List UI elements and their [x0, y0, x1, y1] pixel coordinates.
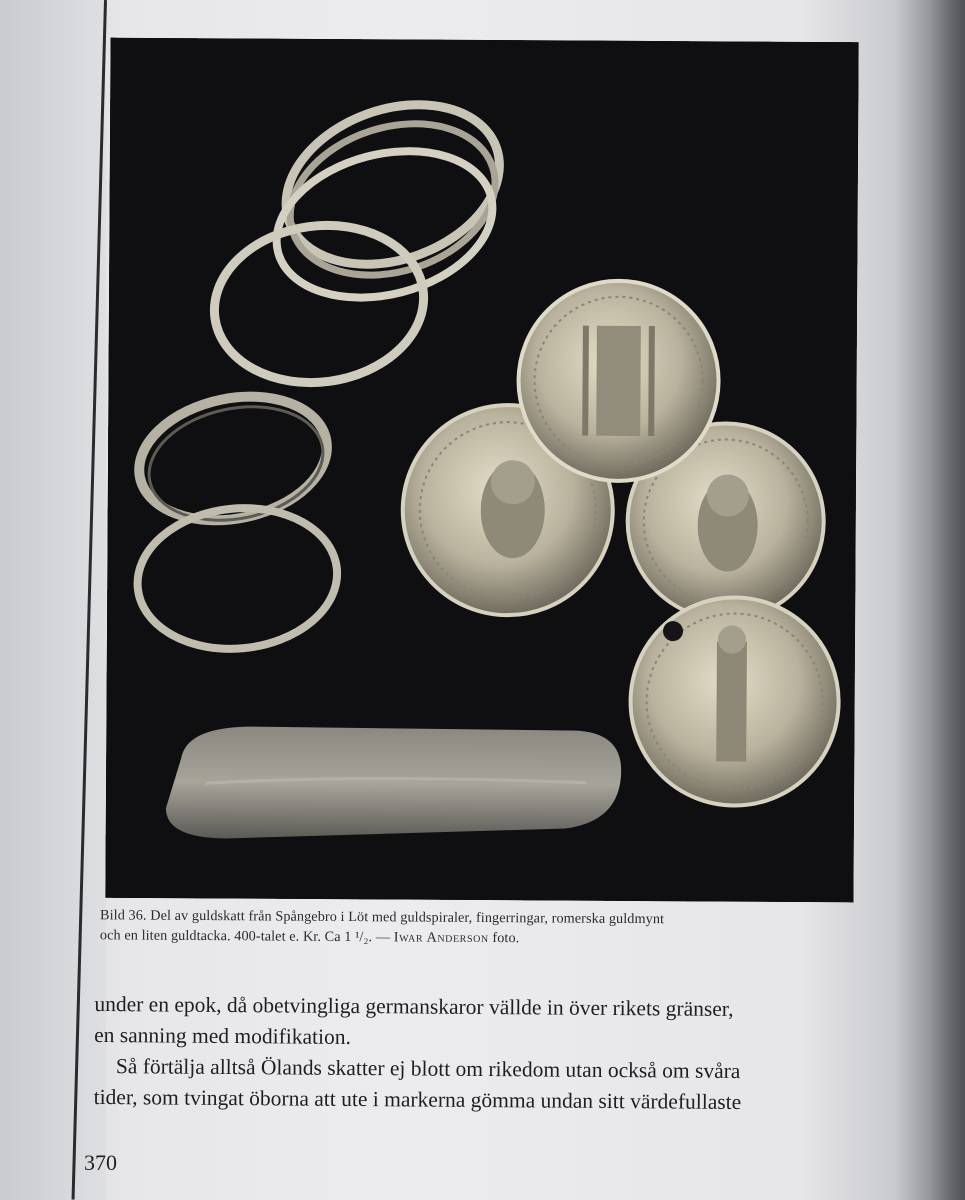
- page-number: 370: [84, 1150, 117, 1175]
- caption-photographer: Iwar Anderson: [393, 929, 489, 947]
- caption-line-2-text: och en liten guldtacka. 400-talet e. Kr. Ca 1: [99, 927, 356, 946]
- figure-caption: [100, 905, 870, 950]
- coin-hole: [663, 621, 683, 641]
- caption-separator: . —: [368, 929, 394, 946]
- body-text: [94, 989, 870, 1119]
- caption-scale-fraction: ¹/₂: [355, 929, 369, 946]
- caption-line-2: [100, 925, 870, 950]
- coin-bottom: [630, 597, 839, 806]
- body-line-4: tider, som tvingat öborna att ute i markerna gömma undan sitt värdefullaste: [93, 1084, 742, 1115]
- caption-photographer-suffix: foto.: [488, 930, 520, 947]
- photo-illustration: [105, 38, 858, 903]
- coin-top: [518, 280, 719, 481]
- caption-line-1: Bild 36. Del av guldskatt från Spångebro i Löt med guldspiraler, fingerringar, romerska guldmynt: [100, 907, 665, 928]
- body-line-3: Så förtälja alltså Ölands skatter ej blott om rikedom utan också om svåra: [115, 1054, 741, 1084]
- page-shadow: [895, 0, 965, 1200]
- photograph-gold-treasure: [105, 38, 858, 903]
- body-line-2: en sanning med modifikation.: [94, 1022, 351, 1049]
- gold-bar: [166, 726, 622, 841]
- body-line-1: under en epok, då obetvingliga germanskaror vällde in över rikets gränser,: [94, 991, 734, 1021]
